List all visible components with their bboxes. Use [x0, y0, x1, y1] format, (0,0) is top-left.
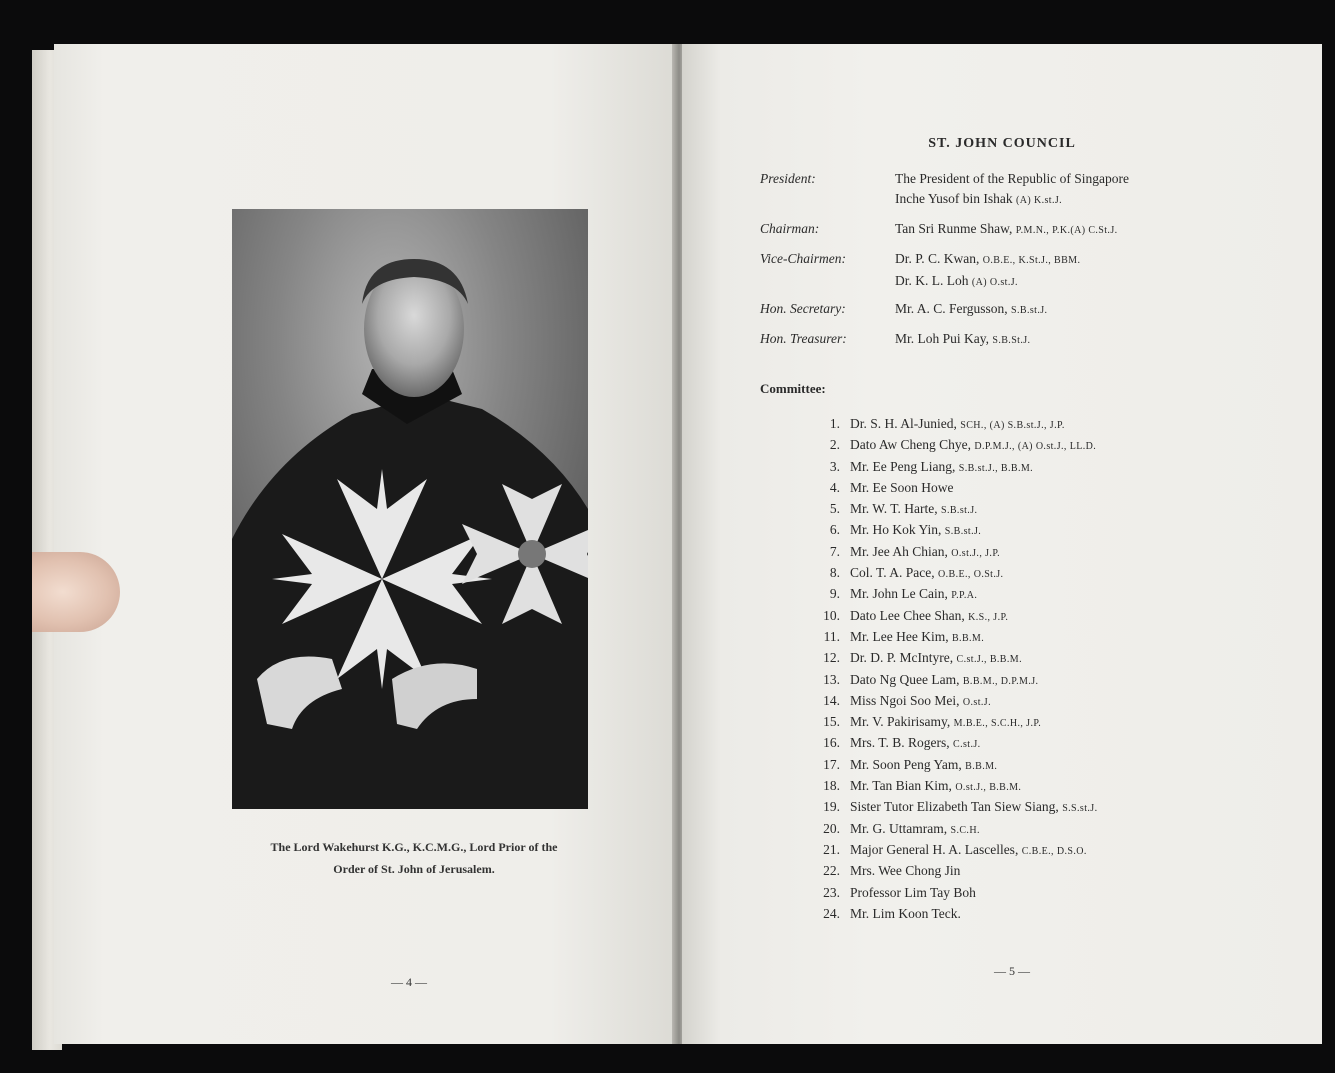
committee-member [810, 796, 1230, 817]
member-number: 22. [823, 863, 840, 879]
officer-postnominals: (A) O.st.J. [971, 277, 1018, 288]
member-postnominals: O.st.J., B.B.M. [955, 782, 1022, 794]
committee-member [810, 775, 1230, 796]
committee-member [810, 669, 1230, 690]
officer-name-line [895, 219, 1225, 241]
committee-member [810, 519, 1230, 540]
member-name: Mr. Lee Hee Kim, [850, 628, 952, 644]
committee-member [810, 583, 1230, 604]
officer-names [895, 329, 1225, 351]
officer-names [895, 299, 1225, 321]
member-name: Miss Ngoi Soo Mei, [850, 692, 963, 708]
member-name: Dr. D. P. McIntyre, [850, 650, 957, 666]
left-page [54, 44, 674, 1044]
member-postnominals: O.st.J., J.P. [951, 547, 1001, 559]
committee-member [810, 477, 1230, 498]
officer-name: Mr. Loh Pui Kay, [895, 331, 993, 346]
member-number: 11. [823, 628, 840, 644]
member-number: 17. [823, 756, 840, 772]
member-number: 1. [829, 416, 840, 431]
officer-name: Mr. A. C. Fergusson, [895, 301, 1012, 316]
member-number: 7. [829, 543, 840, 559]
member-name: Mr. G. Uttamram, [850, 820, 951, 836]
member-postnominals: O.st.J. [962, 696, 991, 708]
member-number: 15. [823, 714, 840, 730]
portrait-photo [232, 209, 588, 809]
member-postnominals: C.st.J., B.B.M. [956, 654, 1022, 666]
officer-postnominals: P.M.N., P.K.(A) C.St.J. [1015, 225, 1118, 236]
member-name: Mr. Ho Kok Yin, [850, 522, 945, 538]
member-number: 2. [829, 437, 840, 453]
committee-member [810, 562, 1230, 583]
officer-names [895, 219, 1225, 241]
officer-role: President: [760, 171, 816, 186]
photo-caption [204, 836, 624, 880]
committee-member [810, 647, 1230, 668]
officer-postnominals: S.B.St.J. [992, 335, 1031, 346]
member-name: Dato Aw Cheng Chye, [850, 437, 975, 453]
member-postnominals: C.B.E., D.S.O. [1021, 845, 1087, 857]
member-number: 9. [829, 586, 840, 602]
member-name: Col. T. A. Pace, [850, 565, 938, 581]
committee-list [810, 413, 1230, 924]
officer-names [895, 169, 1225, 211]
committee-member [810, 541, 1230, 562]
committee-member [810, 498, 1230, 519]
member-postnominals: S.B.st.J., B.B.M. [958, 462, 1034, 474]
committee-member [810, 839, 1230, 860]
committee-member [810, 413, 1230, 434]
member-number: 5. [829, 501, 840, 517]
committee-heading: Committee: [760, 381, 826, 396]
officer-role: Chairman: [760, 221, 820, 236]
member-name: Mr. Soon Peng Yam, [850, 756, 966, 772]
officer-name-line [895, 299, 1225, 321]
officer-name: The President of the Republic of Singapore [895, 171, 1129, 186]
member-name: Dato Ng Quee Lam, [850, 671, 963, 687]
member-name: Mr. Jee Ah Chian, [850, 543, 952, 559]
member-name: Mr. Ee Soon Howe [850, 479, 954, 495]
open-booklet [32, 32, 1324, 1057]
member-postnominals: C.st.J. [953, 739, 981, 751]
committee-member [810, 818, 1230, 839]
member-number: 13. [823, 671, 840, 687]
member-name: Major General H. A. Lascelles, [850, 841, 1022, 857]
member-number: 6. [829, 522, 840, 538]
member-postnominals: O.B.E., O.St.J. [938, 569, 1004, 581]
officer-name-line [895, 249, 1225, 271]
member-name: Mr. Tan Bian Kim, [850, 778, 956, 794]
member-number: 23. [823, 884, 840, 900]
member-name: Mr. Ee Peng Liang, [850, 458, 959, 474]
member-number: 24. [823, 905, 840, 921]
member-name: Mr. John Le Cain, [850, 586, 952, 602]
committee-member [810, 711, 1230, 732]
committee-member [810, 860, 1230, 881]
officer-name-line [895, 189, 1225, 211]
member-name: Mrs. Wee Chong Jin [850, 863, 961, 879]
member-name: Sister Tutor Elizabeth Tan Siew Siang, [850, 799, 1063, 815]
officer-name: Dr. K. L. Loh [895, 273, 972, 288]
member-name: Mr. W. T. Harte, [850, 501, 941, 517]
officer-name-line [895, 169, 1225, 189]
officer-name-line [895, 329, 1225, 351]
member-name: Professor Lim Tay Boh [850, 884, 976, 900]
member-name: Mr. V. Pakirisamy, [850, 714, 954, 730]
officer-name: Inche Yusof bin Ishak [895, 191, 1016, 206]
committee-member [810, 903, 1230, 924]
officer-name: Dr. P. C. Kwan, [895, 251, 983, 266]
member-postnominals: S.S.st.J. [1062, 803, 1098, 815]
member-postnominals: S.C.H. [950, 824, 980, 836]
member-name: Mr. Lim Koon Teck. [850, 905, 961, 921]
page-number-left: — 4 — [391, 975, 427, 989]
council-title: ST. JOHN COUNCIL [928, 136, 1076, 151]
officer-name-line [895, 271, 1225, 293]
caption-line-2: Order of St. John of Jerusalem. [333, 862, 495, 876]
member-postnominals: SCH., (A) S.B.st.J., J.P. [960, 420, 1065, 431]
committee-member [810, 690, 1230, 711]
officer-names [895, 249, 1225, 293]
member-name: Mrs. T. B. Rogers, [850, 735, 954, 751]
member-postnominals: P.P.A. [951, 590, 978, 602]
committee-member [810, 732, 1230, 753]
officer-role: Hon. Secretary: [760, 301, 846, 316]
member-postnominals: B.B.M., D.P.M.J. [962, 675, 1039, 687]
member-postnominals: S.B.st.J. [944, 526, 982, 538]
committee-member [810, 754, 1230, 775]
member-number: 12. [823, 650, 840, 666]
member-number: 21. [823, 841, 840, 857]
member-number: 10. [823, 607, 840, 623]
officer-postnominals: (A) K.st.J. [1015, 195, 1063, 206]
member-number: 14. [823, 692, 840, 708]
committee-member [810, 882, 1230, 903]
member-number: 4. [829, 479, 840, 495]
member-postnominals: K.S., J.P. [968, 611, 1009, 623]
member-number: 3. [829, 458, 840, 474]
member-postnominals: B.B.M. [965, 760, 998, 772]
member-number: 20. [823, 820, 840, 836]
member-postnominals: S.B.st.J. [941, 505, 978, 517]
committee-member [810, 605, 1230, 626]
thumb [32, 552, 120, 632]
member-postnominals: M.B.E., S.C.H., J.P. [953, 718, 1042, 730]
committee-member [810, 626, 1230, 647]
member-name: Dato Lee Chee Shan, [850, 607, 969, 623]
officer-role: Vice-Chairmen: [760, 251, 846, 266]
member-number: 19. [823, 799, 840, 815]
member-postnominals: B.B.M. [951, 632, 985, 644]
portrait-illustration [232, 209, 588, 809]
officer-name: Tan Sri Runme Shaw, [895, 221, 1016, 236]
member-name: Dr. S. H. Al-Junied, [850, 416, 961, 431]
committee-member [810, 434, 1230, 455]
member-number: 18. [823, 778, 840, 794]
page-number-right: — 5 — [994, 964, 1030, 978]
officer-role: Hon. Treasurer: [760, 331, 847, 346]
officer-postnominals: O.B.E., K.St.J., BBM. [982, 255, 1081, 266]
member-number: 8. [829, 565, 840, 581]
right-page [682, 44, 1322, 1044]
committee-member [810, 456, 1230, 477]
member-postnominals: D.P.M.J., (A) O.st.J., LL.D. [974, 441, 1097, 453]
member-number: 16. [823, 735, 840, 751]
officer-postnominals: S.B.st.J. [1011, 305, 1048, 316]
caption-line-1: The Lord Wakehurst K.G., K.C.M.G., Lord Prior of the [270, 840, 558, 854]
